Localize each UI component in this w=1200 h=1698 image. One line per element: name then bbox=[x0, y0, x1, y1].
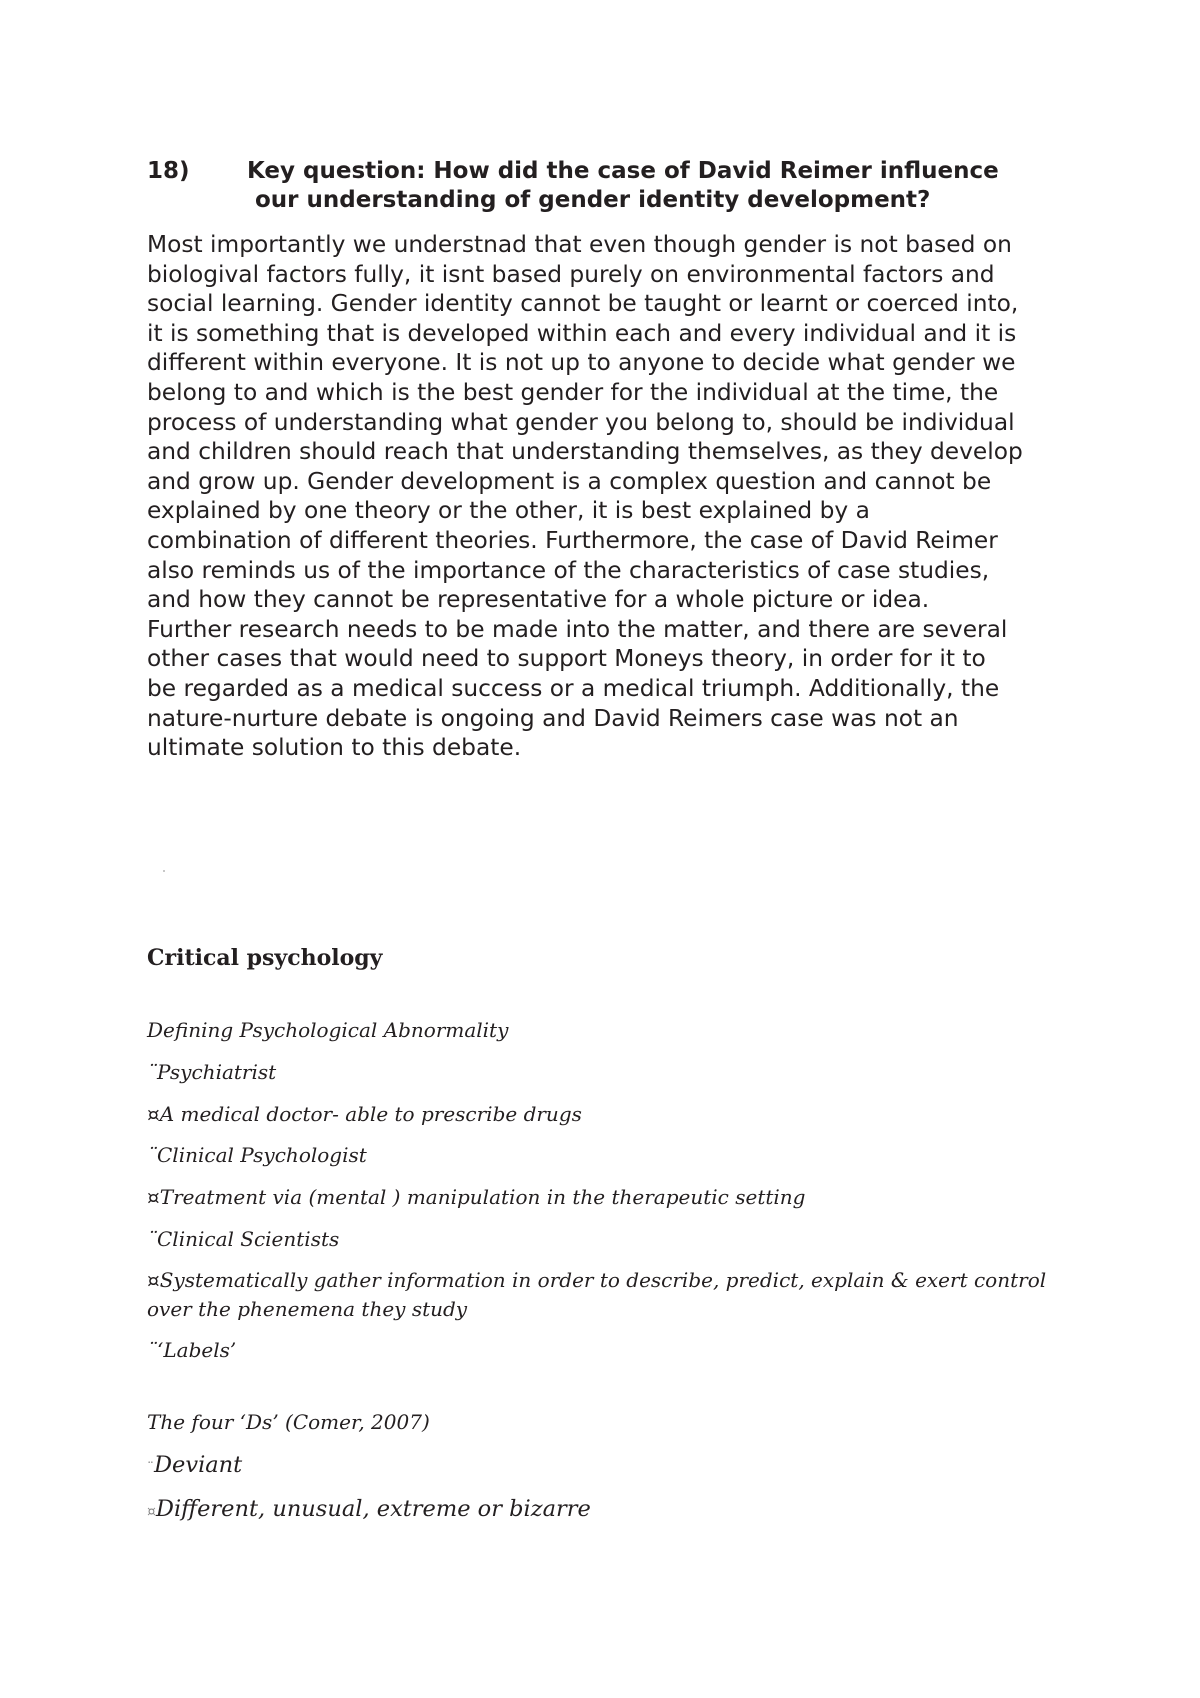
note-clinical-psychologist-desc: ¤Treatment via (mental ) manipulation in the therapeutic setting bbox=[147, 1185, 806, 1209]
answer-line: other cases that would need to support Moneys theory, in order for it to bbox=[147, 645, 986, 673]
answer-line: biologival factors fully, it isnt based purely on environmental factors and bbox=[147, 260, 995, 288]
answer-line: nature-nurture debate is ongoing and David Reimers case was not an bbox=[147, 704, 959, 732]
note-deviant-label: Deviant bbox=[154, 1452, 243, 1478]
answer-line: and children should reach that understanding themselves, as they develop bbox=[147, 438, 1023, 466]
answer-line: explained by one theory or the other, it is best explained by a bbox=[147, 497, 870, 525]
answer-line: be regarded as a medical success or a medical triumph. Additionally, the bbox=[147, 674, 1000, 702]
answer-line: combination of different theories. Furthermore, the case of David Reimer bbox=[147, 526, 998, 554]
bullet-icon: ¨ bbox=[147, 1460, 154, 1476]
note-deviant-desc bbox=[147, 1495, 591, 1526]
note-clinical-scientists: ¨Clinical Scientists bbox=[147, 1227, 340, 1251]
section-title: Critical psychology bbox=[147, 945, 383, 971]
answer-line: and how they cannot be representative for a whole picture or idea. bbox=[147, 586, 930, 614]
note-deviant-desc-text: Different, unusual, extreme or bizarre bbox=[155, 1496, 591, 1522]
question-number: 18) bbox=[147, 158, 190, 184]
note-clinical-psychologist: ¨Clinical Psychologist bbox=[147, 1143, 367, 1167]
note-clinical-scientists-desc-1: ¤Systematically gather information in order to describe, predict, explain & exert control bbox=[147, 1268, 1047, 1292]
answer-line: different within everyone. It is not up to anyone to decide what gender we bbox=[147, 349, 1016, 377]
answer-line: and grow up. Gender development is a complex question and cannot be bbox=[147, 467, 992, 495]
answer-line: it is something that is developed within each and every individual and it is bbox=[147, 319, 1017, 347]
answer-line: Further research needs to be made into the matter, and there are several bbox=[147, 615, 1008, 643]
answer-line: ultimate solution to this debate. bbox=[147, 734, 522, 762]
answer-line: Most importantly we understnad that even though gender is not based on bbox=[147, 231, 1012, 258]
answer-line: social learning. Gender identity cannot be taught or learnt or coerced into, bbox=[147, 290, 1019, 318]
stray-mark bbox=[163, 870, 165, 872]
note-psychiatrist-desc: ¤A medical doctor- able to prescribe drugs bbox=[147, 1102, 582, 1126]
bullet-icon: ¤ bbox=[147, 1504, 156, 1520]
note-clinical-scientists-desc-2: over the phenemena they study bbox=[147, 1297, 468, 1321]
question-heading-line-2: our understanding of gender identity development? bbox=[255, 187, 931, 213]
answer-line: also reminds us of the importance of the characteristics of case studies, bbox=[147, 556, 990, 584]
note-labels: ¨‘Labels’ bbox=[147, 1338, 237, 1362]
answer-line: process of understanding what gender you belong to, should be individual bbox=[147, 408, 1015, 436]
answer-paragraph bbox=[147, 230, 1077, 763]
note-four-ds: The four ‘Ds’ (Comer, 2007) bbox=[147, 1410, 430, 1434]
note-deviant bbox=[147, 1451, 242, 1482]
note-psychiatrist: ¨Psychiatrist bbox=[147, 1060, 277, 1084]
question-heading-line-1: Key question: How did the case of David Reimer influence bbox=[247, 158, 999, 184]
answer-line: belong to and which is the best gender for the individual at the time, the bbox=[147, 378, 999, 406]
note-defining-abnormality: Defining Psychological Abnormality bbox=[147, 1018, 509, 1042]
